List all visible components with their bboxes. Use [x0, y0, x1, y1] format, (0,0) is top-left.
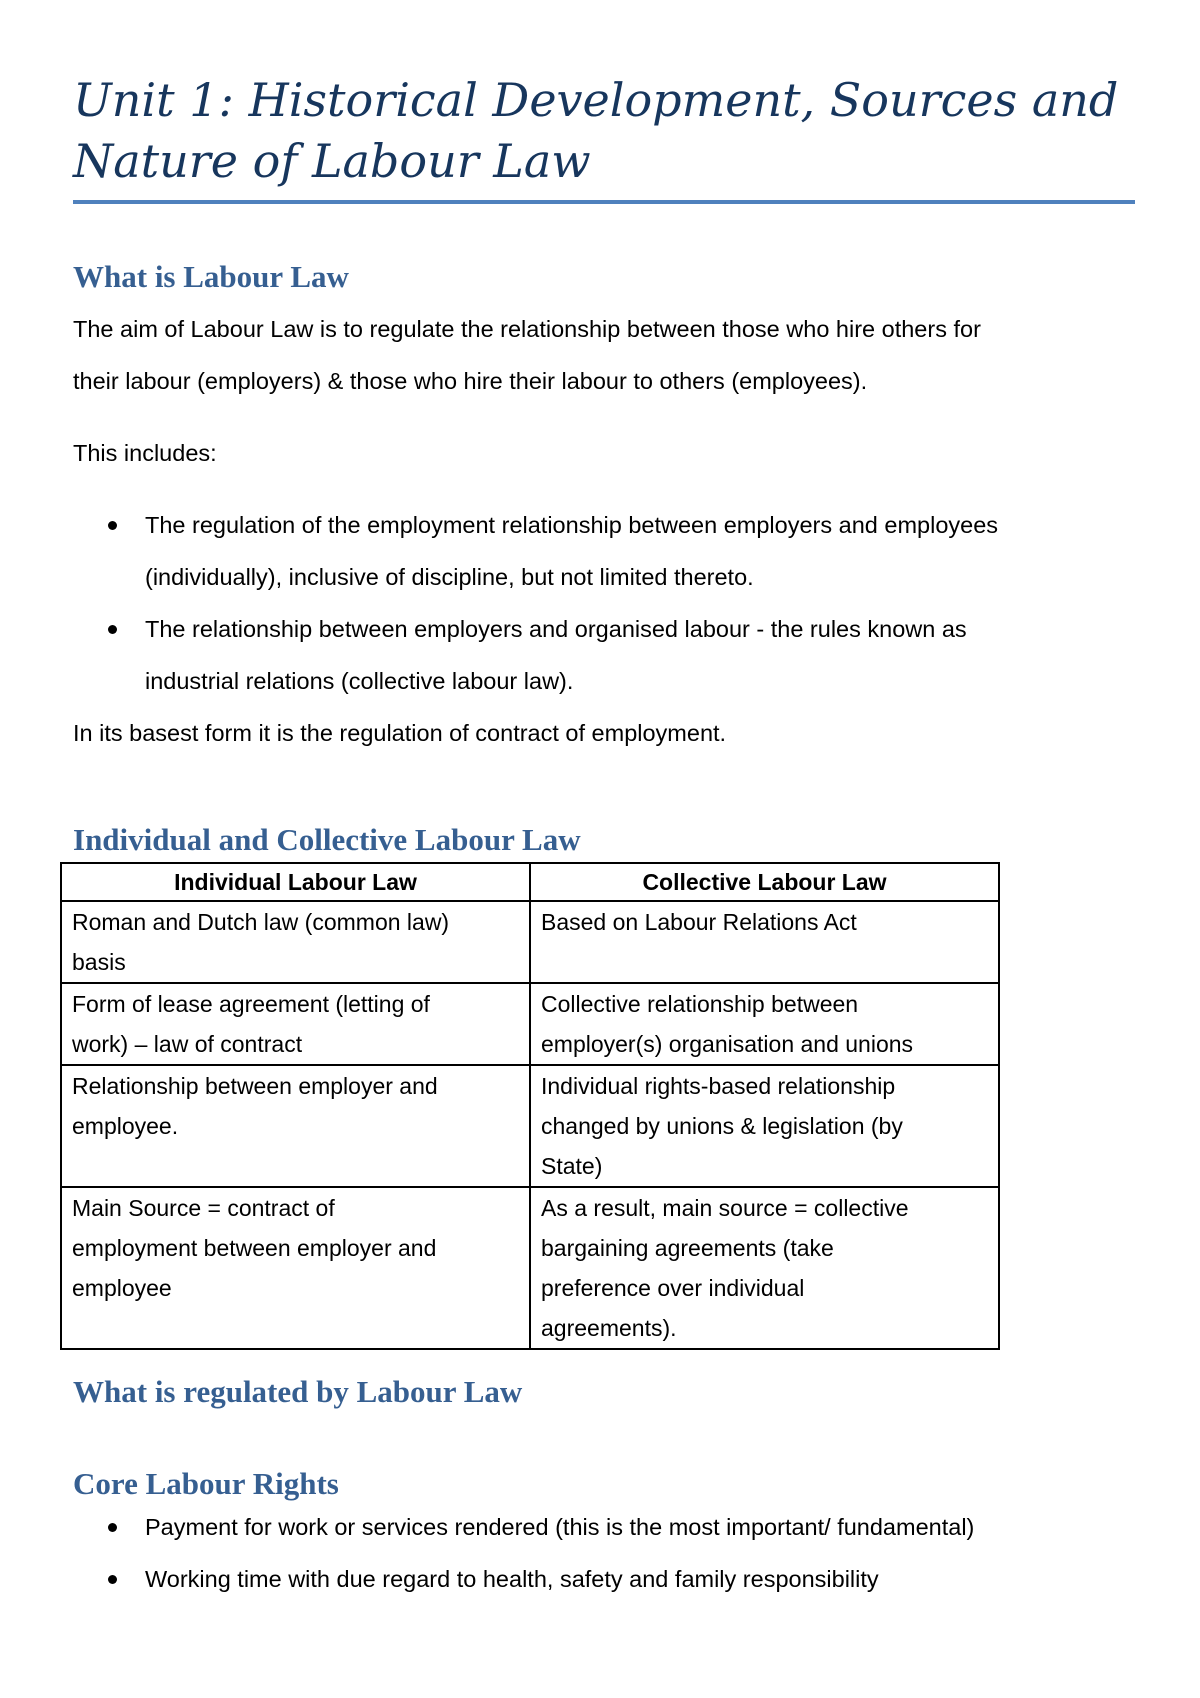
list-item: [73, 499, 998, 603]
bullet-icon: [108, 1575, 117, 1584]
cell-line: employee.: [72, 1113, 179, 1139]
table-cell-individual: [61, 1065, 530, 1187]
cell-line: employment between employer and: [72, 1235, 437, 1261]
cell-line: Main Source = contract of: [72, 1195, 335, 1221]
core-rights-list: [73, 1501, 974, 1605]
title-underline: [73, 200, 1135, 204]
intro-line-1: The aim of Labour Law is to regulate the relationship between those who hire others for: [73, 316, 981, 342]
cell-line: Relationship between employer and: [72, 1073, 438, 1099]
cell-line: work) – law of contract: [72, 1031, 303, 1057]
list-item-text: Payment for work or services rendered (this is the most important/ fundamental): [145, 1514, 975, 1540]
page-title-line-1: Unit 1: Historical Development, Sources and: [73, 73, 1119, 127]
table-cell-collective: [530, 1065, 999, 1187]
list-item-text: Working time with due regard to health, safety and family responsibility: [145, 1566, 879, 1592]
table-row: [61, 1187, 999, 1349]
cell-line: preference over individual: [541, 1275, 805, 1301]
column-header-individual: Individual Labour Law: [61, 863, 530, 901]
table-row: [61, 901, 999, 983]
heading-what-is-labour-law: What is Labour Law: [73, 259, 349, 294]
cell-line: changed by unions & legislation (by: [541, 1113, 903, 1139]
table-header-row: [61, 863, 999, 901]
includes-label: This includes:: [73, 440, 217, 466]
column-header-collective: Collective Labour Law: [530, 863, 999, 901]
summary-text: In its basest form it is the regulation of contract of employment.: [73, 720, 727, 746]
list-item-line-1: The relationship between employers and organised labour - the rules known as: [145, 616, 967, 642]
table-cell-collective: [530, 901, 999, 983]
bullet-icon: [108, 625, 117, 634]
cell-line: Individual rights-based relationship: [541, 1073, 896, 1099]
table-body: [61, 901, 999, 1349]
list-item: [73, 1553, 974, 1605]
cell-line: employer(s) organisation and unions: [541, 1031, 914, 1057]
table-row: [61, 983, 999, 1065]
page-title-line-2: Nature of Labour Law: [73, 134, 591, 188]
cell-line: employee: [72, 1275, 172, 1301]
cell-line: basis: [72, 949, 126, 975]
bullet-icon: [108, 1523, 117, 1532]
cell-line: agreements).: [541, 1315, 677, 1341]
cell-line: Form of lease agreement (letting of: [72, 991, 430, 1017]
table-cell-collective: [530, 1187, 999, 1349]
table-cell-individual: [61, 1187, 530, 1349]
bullet-icon: [108, 521, 117, 530]
table-cell-individual: [61, 901, 530, 983]
table-cell-individual: [61, 983, 530, 1065]
list-item-line-1: The regulation of the employment relationship between employers and employees: [145, 512, 999, 538]
heading-core-labour-rights: Core Labour Rights: [73, 1466, 339, 1501]
list-item: [73, 603, 998, 707]
intro-line-2: their labour (employers) & those who hire their labour to others (employees).: [73, 368, 868, 394]
includes-list: [73, 499, 998, 707]
cell-line: Collective relationship between: [541, 991, 859, 1017]
heading-what-is-regulated: What is regulated by Labour Law: [73, 1374, 523, 1409]
cell-line: State): [541, 1153, 603, 1179]
list-item: [73, 1501, 974, 1553]
page-title: [73, 70, 1133, 192]
heading-individual-collective: Individual and Collective Labour Law: [73, 822, 581, 857]
cell-line: bargaining agreements (take: [541, 1235, 834, 1261]
comparison-table: [60, 862, 1000, 1350]
cell-line: Based on Labour Relations Act: [541, 909, 857, 935]
table-cell-collective: [530, 983, 999, 1065]
cell-line: Roman and Dutch law (common law): [72, 909, 450, 935]
list-item-line-2: (individually), inclusive of discipline, but not limited thereto.: [145, 564, 754, 590]
cell-line: As a result, main source = collective: [541, 1195, 909, 1221]
table-row: [61, 1065, 999, 1187]
list-item-line-2: industrial relations (collective labour law).: [145, 668, 574, 694]
